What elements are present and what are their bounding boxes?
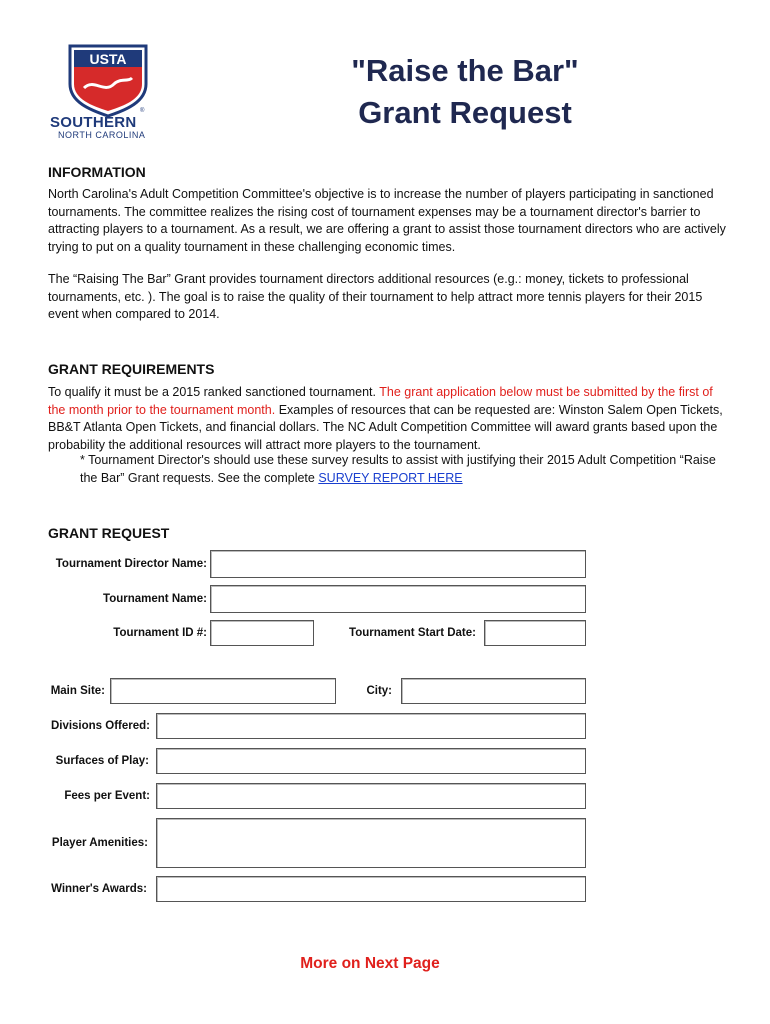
divisions-field[interactable]	[156, 713, 586, 739]
tournament-name-field[interactable]	[210, 585, 586, 613]
tournament-id-label: Tournament ID #:	[113, 627, 207, 639]
director-name-field[interactable]	[210, 550, 586, 578]
surfaces-field[interactable]	[156, 748, 586, 774]
logo-region: NORTH CAROLINA	[58, 130, 146, 140]
amenities-label: Player Amenities:	[51, 837, 148, 849]
amenities-field[interactable]	[156, 818, 586, 868]
fees-label: Fees per Event:	[64, 790, 150, 802]
surfaces-label: Surfaces of Play:	[55, 755, 149, 767]
tournament-id-field[interactable]	[210, 620, 314, 646]
survey-report-link[interactable]: SURVEY REPORT HERE	[318, 470, 463, 485]
requirements-paragraph	[48, 384, 728, 454]
fees-field[interactable]	[156, 783, 586, 809]
grant-request-heading: GRANT REQUEST	[48, 525, 170, 541]
awards-field[interactable]	[156, 876, 586, 902]
logo-trademark: ®	[140, 108, 145, 114]
awards-label: Winner's Awards:	[51, 883, 147, 895]
logo-badge-text: USTA	[89, 51, 127, 67]
logo-name: SOUTHERN	[50, 114, 137, 131]
main-site-label: Main Site:	[50, 685, 105, 697]
city-field[interactable]	[401, 678, 586, 704]
information-heading: INFORMATION	[48, 164, 146, 180]
title-line-1: "Raise the Bar"	[351, 53, 579, 88]
information-paragraph-2: The “Raising The Bar” Grant provides tournament directors additional resources (e.g.: money, tickets to professional tournaments, etc. ). The goal is to raise the quality of their tournament to help attract more tennis players for their 2015 event when compared to 2014.	[48, 272, 703, 321]
requirements-deadline-text: The grant application below must be submitted by the first of the month prior to the tournament month.	[48, 385, 713, 417]
start-date-label: Tournament Start Date:	[349, 627, 476, 639]
survey-note-text: * Tournament Director's should use these survey results to assist with justifying their 2015 Adult Competition “Raise the Bar” Grant requests. See the complete	[80, 453, 716, 485]
survey-note	[80, 452, 720, 487]
requirements-heading: GRANT REQUIREMENTS	[48, 361, 215, 377]
start-date-field[interactable]	[484, 620, 586, 646]
director-name-label: Tournament Director Name:	[55, 558, 207, 570]
information-paragraph-1: North Carolina's Adult Competition Committee's objective is to increase the number of players participating in sanctioned tournaments. The committee realizes the rising cost of tournament expenses may be a tournament director's barrier to attracting players to a tournament. As a result, we are offering a grant to assist those tournament directors who are actively trying to put on a quality tournament in these challenging economic times.	[48, 187, 726, 254]
city-label: City:	[366, 685, 392, 697]
requirements-text-a: To qualify it must be a 2015 ranked sanctioned tournament.	[48, 385, 380, 399]
divisions-label: Divisions Offered:	[50, 720, 150, 732]
tournament-name-label: Tournament Name:	[103, 593, 207, 605]
requirements-text-b: Examples of resources that can be requested are: Winston Salem Open Tickets, BB&T Atlanta Open Tickets, and financial dollars. The NC Adult Competition Committee will award grants based upon the probability the additional resources will attract more players to the tournament.	[48, 402, 723, 452]
page-title	[300, 50, 630, 134]
main-site-field[interactable]	[110, 678, 336, 704]
more-on-next-page: More on Next Page	[300, 955, 440, 972]
title-line-2: Grant Request	[358, 95, 572, 130]
